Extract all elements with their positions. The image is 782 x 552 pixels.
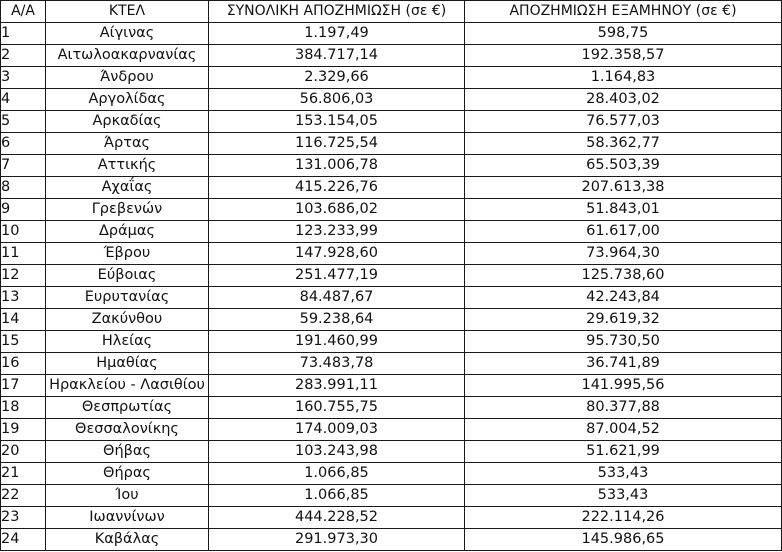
table-row	[1, 287, 782, 309]
total-compensation-cell: 415.226,76	[209, 177, 465, 199]
ktel-name-cell: Αίγινας	[46, 23, 209, 45]
row-number-cell: 12	[1, 265, 46, 287]
total-compensation-cell: 131.006,78	[209, 155, 465, 177]
table-row	[1, 485, 782, 507]
ktel-name-cell: Θεσσαλονίκης	[46, 419, 209, 441]
table-row	[1, 243, 782, 265]
header-ktel: ΚΤΕΛ	[46, 1, 209, 23]
ktel-name-cell: Ευρυτανίας	[46, 287, 209, 309]
semester-compensation-cell: 207.613,38	[465, 177, 782, 199]
table-row	[1, 221, 782, 243]
row-number-cell: 17	[1, 375, 46, 397]
ktel-name-cell: Αχαΐας	[46, 177, 209, 199]
row-number-cell: 2	[1, 45, 46, 67]
row-number-cell: 19	[1, 419, 46, 441]
ktel-name-cell: Ημαθίας	[46, 353, 209, 375]
total-compensation-cell: 103.686,02	[209, 199, 465, 221]
row-number-cell: 24	[1, 529, 46, 551]
ktel-name-cell: Αρκαδίας	[46, 111, 209, 133]
row-number-cell: 16	[1, 353, 46, 375]
row-number-cell: 18	[1, 397, 46, 419]
semester-compensation-cell: 73.964,30	[465, 243, 782, 265]
semester-compensation-cell: 42.243,84	[465, 287, 782, 309]
table-row	[1, 375, 782, 397]
total-compensation-cell: 291.973,30	[209, 529, 465, 551]
ktel-name-cell: Αττικής	[46, 155, 209, 177]
semester-compensation-cell: 80.377,88	[465, 397, 782, 419]
semester-compensation-cell: 87.004,52	[465, 419, 782, 441]
table-row	[1, 507, 782, 529]
row-number-cell: 7	[1, 155, 46, 177]
total-compensation-cell: 153.154,05	[209, 111, 465, 133]
row-number-cell: 5	[1, 111, 46, 133]
semester-compensation-cell: 222.114,26	[465, 507, 782, 529]
table-row	[1, 155, 782, 177]
ktel-name-cell: Εύβοιας	[46, 265, 209, 287]
total-compensation-cell: 283.991,11	[209, 375, 465, 397]
row-number-cell: 15	[1, 331, 46, 353]
total-compensation-cell: 174.009,03	[209, 419, 465, 441]
total-compensation-cell: 384.717,14	[209, 45, 465, 67]
semester-compensation-cell: 76.577,03	[465, 111, 782, 133]
total-compensation-cell: 84.487,67	[209, 287, 465, 309]
semester-compensation-cell: 141.995,56	[465, 375, 782, 397]
table-row	[1, 397, 782, 419]
semester-compensation-cell: 145.986,65	[465, 529, 782, 551]
row-number-cell: 22	[1, 485, 46, 507]
total-compensation-cell: 191.460,99	[209, 331, 465, 353]
total-compensation-cell: 123.233,99	[209, 221, 465, 243]
table-row	[1, 67, 782, 89]
table-row	[1, 23, 782, 45]
semester-compensation-cell: 51.843,01	[465, 199, 782, 221]
total-compensation-cell: 444.228,52	[209, 507, 465, 529]
row-number-cell: 9	[1, 199, 46, 221]
semester-compensation-cell: 192.358,57	[465, 45, 782, 67]
semester-compensation-cell: 533,43	[465, 463, 782, 485]
row-number-cell: 8	[1, 177, 46, 199]
semester-compensation-cell: 28.403,02	[465, 89, 782, 111]
semester-compensation-cell: 95.730,50	[465, 331, 782, 353]
total-compensation-cell: 1.066,85	[209, 463, 465, 485]
ktel-name-cell: Ιωαννίνων	[46, 507, 209, 529]
row-number-cell: 6	[1, 133, 46, 155]
semester-compensation-cell: 61.617,00	[465, 221, 782, 243]
total-compensation-cell: 103.243,98	[209, 441, 465, 463]
ktel-name-cell: Γρεβενών	[46, 199, 209, 221]
table-row	[1, 463, 782, 485]
ktel-name-cell: Θεσπρωτίας	[46, 397, 209, 419]
table-row	[1, 45, 782, 67]
ktel-name-cell: Έβρου	[46, 243, 209, 265]
total-compensation-cell: 56.806,03	[209, 89, 465, 111]
semester-compensation-cell: 598,75	[465, 23, 782, 45]
table-row	[1, 111, 782, 133]
ktel-name-cell: Θήβας	[46, 441, 209, 463]
table-row	[1, 89, 782, 111]
total-compensation-cell: 147.928,60	[209, 243, 465, 265]
table-row	[1, 353, 782, 375]
total-compensation-cell: 251.477,19	[209, 265, 465, 287]
row-number-cell: 4	[1, 89, 46, 111]
header-total-compensation: ΣΥΝΟΛΙΚΗ ΑΠΟΖΗΜΙΩΣΗ (σε €)	[209, 1, 465, 23]
table-row	[1, 441, 782, 463]
row-number-cell: 20	[1, 441, 46, 463]
table-body	[1, 23, 782, 551]
ktel-name-cell: Ζακύνθου	[46, 309, 209, 331]
ktel-name-cell: Αιτωλοακαρνανίας	[46, 45, 209, 67]
table-row	[1, 133, 782, 155]
table-row	[1, 265, 782, 287]
semester-compensation-cell: 36.741,89	[465, 353, 782, 375]
total-compensation-cell: 1.197,49	[209, 23, 465, 45]
total-compensation-cell: 73.483,78	[209, 353, 465, 375]
total-compensation-cell: 2.329,66	[209, 67, 465, 89]
table-row	[1, 177, 782, 199]
row-number-cell: 14	[1, 309, 46, 331]
row-number-cell: 21	[1, 463, 46, 485]
ktel-name-cell: Θήρας	[46, 463, 209, 485]
table-row	[1, 309, 782, 331]
total-compensation-cell: 160.755,75	[209, 397, 465, 419]
semester-compensation-cell: 533,43	[465, 485, 782, 507]
semester-compensation-cell: 1.164,83	[465, 67, 782, 89]
ktel-name-cell: Καβάλας	[46, 529, 209, 551]
header-semester-compensation: ΑΠΟΖΗΜΙΩΣΗ ΕΞΑΜΗΝΟΥ (σε €)	[465, 1, 782, 23]
ktel-name-cell: Ηρακλείου - Λασιθίου	[46, 375, 209, 397]
ktel-name-cell: Άνδρου	[46, 67, 209, 89]
table-row	[1, 331, 782, 353]
total-compensation-cell: 1.066,85	[209, 485, 465, 507]
row-number-cell: 1	[1, 23, 46, 45]
row-number-cell: 10	[1, 221, 46, 243]
row-number-cell: 11	[1, 243, 46, 265]
header-aa: Α/Α	[1, 1, 46, 23]
ktel-name-cell: Ίου	[46, 485, 209, 507]
semester-compensation-cell: 65.503,39	[465, 155, 782, 177]
row-number-cell: 23	[1, 507, 46, 529]
total-compensation-cell: 59.238,64	[209, 309, 465, 331]
ktel-name-cell: Αργολίδας	[46, 89, 209, 111]
ktel-name-cell: Δράμας	[46, 221, 209, 243]
semester-compensation-cell: 51.621,99	[465, 441, 782, 463]
table-row	[1, 199, 782, 221]
row-number-cell: 13	[1, 287, 46, 309]
table-header-row	[1, 1, 782, 23]
ktel-name-cell: Ηλείας	[46, 331, 209, 353]
row-number-cell: 3	[1, 67, 46, 89]
semester-compensation-cell: 125.738,60	[465, 265, 782, 287]
table-row	[1, 529, 782, 551]
total-compensation-cell: 116.725,54	[209, 133, 465, 155]
ktel-name-cell: Άρτας	[46, 133, 209, 155]
table-row	[1, 419, 782, 441]
semester-compensation-cell: 29.619,32	[465, 309, 782, 331]
semester-compensation-cell: 58.362,77	[465, 133, 782, 155]
